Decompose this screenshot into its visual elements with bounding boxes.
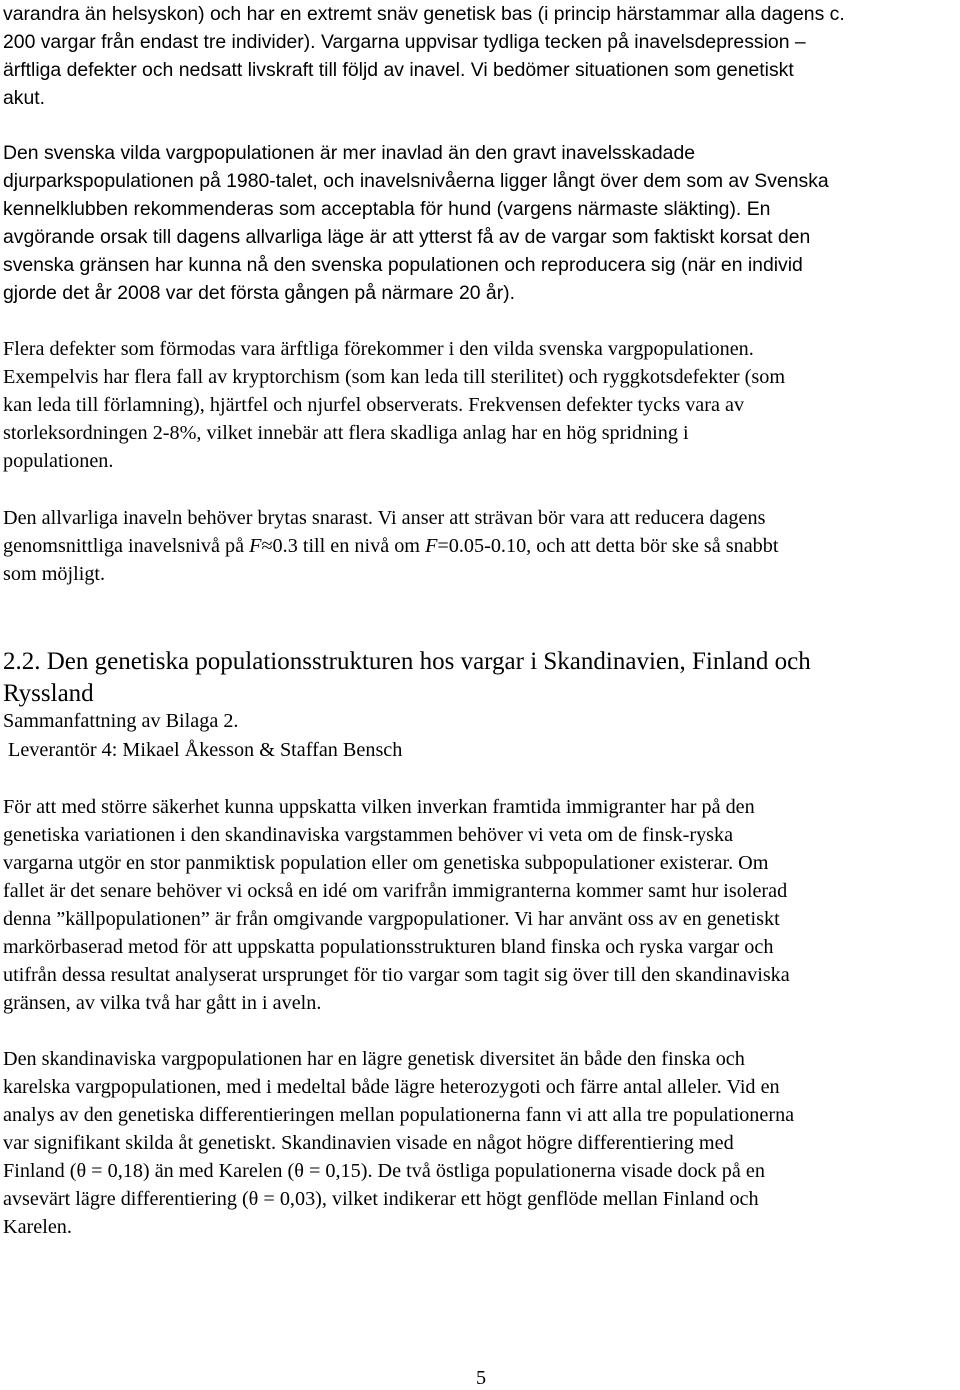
page-number: 5 — [476, 1367, 487, 1389]
text-line: storleksordningen 2-8%, vilket innebär att flera skadliga anlag har en hög spridning i — [3, 422, 689, 444]
text-line: djurparkspopulationen på 1980-talet, och inavelsnivåerna ligger långt över dem som av Svenska — [3, 170, 829, 192]
text-line: avgörande orsak till dagens allvarliga läge är att ytterst få av de vargar som faktiskt korsat den — [3, 226, 811, 248]
text-line: vargarna utgör en stor panmiktisk population eller om genetiska subpopulationer existerar. Om — [3, 852, 769, 874]
text-line: gränsen, av vilka två har gått in i aveln. — [3, 992, 322, 1014]
text-line: akut. — [3, 87, 46, 109]
text-line: Leverantör 4: Mikael Åkesson & Staffan Bensch — [3, 739, 403, 761]
text-line: markörbaserad metod för att uppskatta populationsstrukturen bland finska och ryska vargar och — [3, 936, 774, 958]
paragraph-inbreeding-intro — [3, 0, 845, 112]
paragraph-genetic-diversity — [3, 1045, 794, 1241]
text-line: genetiska variationen i den skandinaviska vargstammen behöver vi veta om de finsk-ryska — [3, 824, 734, 846]
text-line: kennelklubben rekommenderas som acceptabla för hund (vargens närmaste släkting). En — [3, 198, 771, 220]
text-line: var signifikant skilda åt genetiskt. Skandinavien visade en något högre differentiering med — [3, 1132, 734, 1154]
text-line: fallet är det senare behöver vi också en idé om varifrån immigranterna kommer samt hur isolerad — [3, 880, 788, 902]
text-line: kan leda till förlamning), hjärtfel och njurfel observerats. Frekvensen defekter tycks vara av — [3, 394, 745, 416]
text-line: Finland (θ = 0,18) än med Karelen (θ = 0,15). De två östliga populationerna visade dock på en — [3, 1160, 765, 1182]
summary-subtitle — [3, 707, 238, 735]
text-line: Flera defekter som förmodas vara ärftliga förekommer i den vilda svenska vargpopulationen. — [3, 338, 754, 360]
text-line: svenska gränsen har kunna nå den svenska populationen och reproducera sig (när en individ — [3, 254, 803, 276]
heading-line: 2.2. Den genetiska populationsstrukturen hos vargar i Skandinavien, Finland och — [3, 648, 811, 675]
text-segment: ≈0.3 till en nivå om — [261, 535, 426, 557]
supplier-line — [3, 736, 402, 764]
text-line: Den svenska vilda vargpopulationen är mer inavlad än den gravt inavelsskadade — [3, 142, 696, 164]
text-line: gjorde det år 2008 var det första gången på närmare 20 år). — [3, 282, 516, 304]
text-line: avsevärt lägre differentiering (θ = 0,03), vilket indikerar ett högt genflöde mellan Finland och — [3, 1188, 759, 1210]
paragraph-population-structure — [3, 793, 790, 1017]
text-line: som möjligt. — [3, 563, 106, 585]
text-line: Exempelvis har flera fall av kryptorchism (som kan leda till sterilitet) och ryggkotsdefekter (som — [3, 366, 786, 388]
text-line: Den allvarliga inaveln behöver brytas snarast. Vi anser att strävan bör vara att reducera dagens — [3, 507, 766, 529]
text-line: denna ”källpopulationen” är från omgivande vargpopulationer. Vi har använt oss av en genetiskt — [3, 908, 780, 930]
text-line: Karelen. — [3, 1216, 72, 1238]
paragraph-defects — [3, 335, 785, 475]
text-line: ärftliga defekter och nedsatt livskraft till följd av inavel. Vi bedömer situationen som genetiskt — [3, 59, 794, 81]
section-heading — [3, 646, 811, 710]
text-line: Den skandinaviska vargpopulationen har en lägre genetisk diversitet än både den finska och — [3, 1048, 745, 1070]
text-segment: genomsnittliga inavelsnivå på — [3, 535, 250, 557]
text-line: utifrån dessa resultat analyserat ursprunget för tio vargar som tagit sig över till den skandinaviska — [3, 964, 790, 986]
paragraph-swedish-population — [3, 139, 829, 307]
text-line: populationen. — [3, 450, 114, 472]
paragraph-inbreeding-goal — [3, 504, 778, 588]
text-line: Sammanfattning av Bilaga 2. — [3, 710, 239, 732]
heading-line: Ryssland — [3, 680, 94, 707]
text-line: För att med större säkerhet kunna uppskatta vilken inverkan framtida immigranter har på den — [3, 796, 755, 818]
text-line: karelska vargpopulationen, med i medeltal både lägre heterozygoti och färre antal alleler. Vid en — [3, 1076, 780, 1098]
text-line — [3, 532, 778, 560]
text-segment: =0.05-0.10, och att detta bör ske så snabbt — [437, 535, 779, 557]
text-line: analys av den genetiska differentieringen mellan populationerna fann vi att alla tre populationerna — [3, 1104, 795, 1126]
text-line: 200 vargar från endast tre individer). Vargarna uppvisar tydliga tecken på inavelsdepression – — [3, 31, 806, 53]
text-line: varandra än helsyskon) och har en extremt snäv genetisk bas (i princip härstammar alla dagens c. — [3, 3, 845, 25]
inbreeding-coefficient-symbol: F — [249, 535, 262, 557]
inbreeding-coefficient-symbol: F — [425, 535, 438, 557]
